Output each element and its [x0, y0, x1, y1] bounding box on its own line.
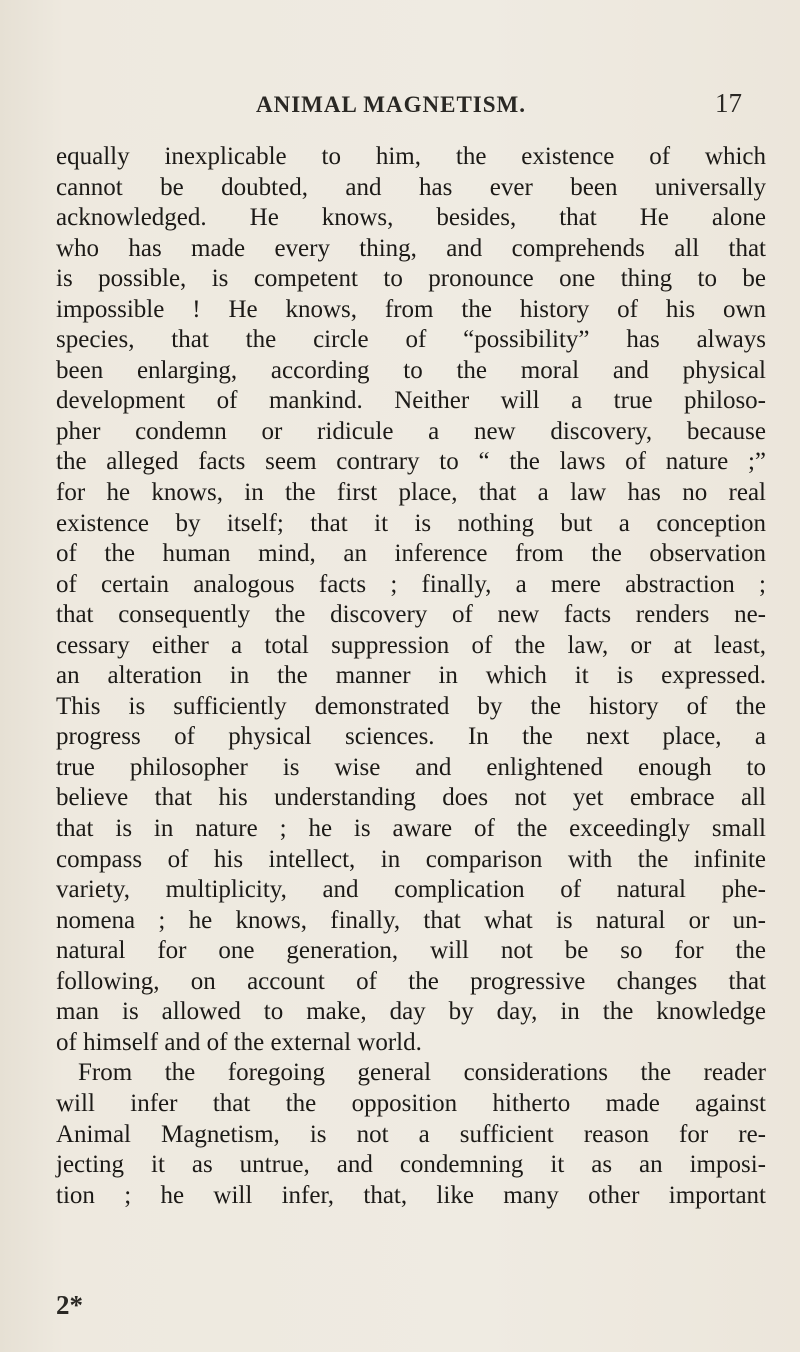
text-line: This is sufficiently demonstrated by the history of the [56, 692, 766, 720]
text-line: pher condemn or ridicule a new discovery, because [56, 417, 766, 445]
text-line: compass of his intellect, in comparison with the infinite [56, 845, 766, 873]
text-line: that is in nature ; he is aware of the exceedingly small [56, 815, 766, 843]
text-line: Animal Magnetism, is not a sufficient reason for re- [56, 1120, 766, 1148]
text-line: true philosopher is wise and enlightened enough to [56, 753, 766, 781]
text-line: cannot be doubted, and has ever been universally [56, 173, 766, 201]
text-line: natural for one generation, will not be so for the [56, 937, 766, 965]
text-line: existence by itself; that it is nothing but a conception [56, 509, 766, 537]
page-number: 17 [715, 88, 742, 118]
text-line: cessary either a total suppression of the law, or at least, [56, 631, 766, 659]
text-line: an alteration in the manner in which it is expressed. [56, 662, 766, 690]
text-line: man is allowed to make, day by day, in the knowledge [56, 998, 766, 1026]
text-line: development of mankind. Neither will a true philoso- [56, 387, 766, 415]
text-line: impossible ! He knows, from the history of his own [56, 295, 766, 323]
text-line: that consequently the discovery of new facts renders ne- [56, 601, 766, 629]
text-line: been enlarging, according to the moral and physical [56, 356, 766, 384]
text-line: following, on account of the progressive changes that [56, 967, 766, 995]
text-line: the alleged facts seem contrary to “ the laws of nature ;” [56, 448, 766, 476]
text-line: of certain analogous facts ; finally, a mere abstraction ; [56, 570, 766, 598]
running-title: ANIMAL MAGNETISM. [256, 92, 527, 117]
text-line: acknowledged. He knows, besides, that He alone [56, 204, 766, 232]
running-head [56, 88, 766, 132]
text-line: From the foregoing general considerations the reader [78, 1059, 766, 1087]
signature-mark: 2* [56, 1290, 83, 1320]
text-line: variety, multiplicity, and complication of natural phe- [56, 876, 766, 904]
text-line: jecting it as untrue, and condemning it as an imposi- [56, 1151, 766, 1179]
text-line: is possible, is competent to pronounce one thing to be [56, 265, 766, 293]
text-line: who has made every thing, and comprehends all that [56, 234, 766, 262]
text-line: of himself and of the external world. [56, 1028, 422, 1056]
text-line: believe that his understanding does not yet embrace all [56, 784, 766, 812]
body-text [56, 142, 766, 1211]
text-line: species, that the circle of “possibility” has always [56, 326, 766, 354]
text-line: tion ; he will infer, that, like many other important [56, 1181, 766, 1209]
text-line: for he knows, in the first place, that a law has no real [56, 479, 766, 507]
text-line: will infer that the opposition hitherto made against [56, 1089, 766, 1117]
text-line: of the human mind, an inference from the observation [56, 540, 766, 568]
text-line: equally inexplicable to him, the existence of which [56, 143, 766, 170]
text-line: nomena ; he knows, finally, that what is natural or un- [56, 906, 766, 934]
text-line: progress of physical sciences. In the next place, a [56, 723, 766, 751]
